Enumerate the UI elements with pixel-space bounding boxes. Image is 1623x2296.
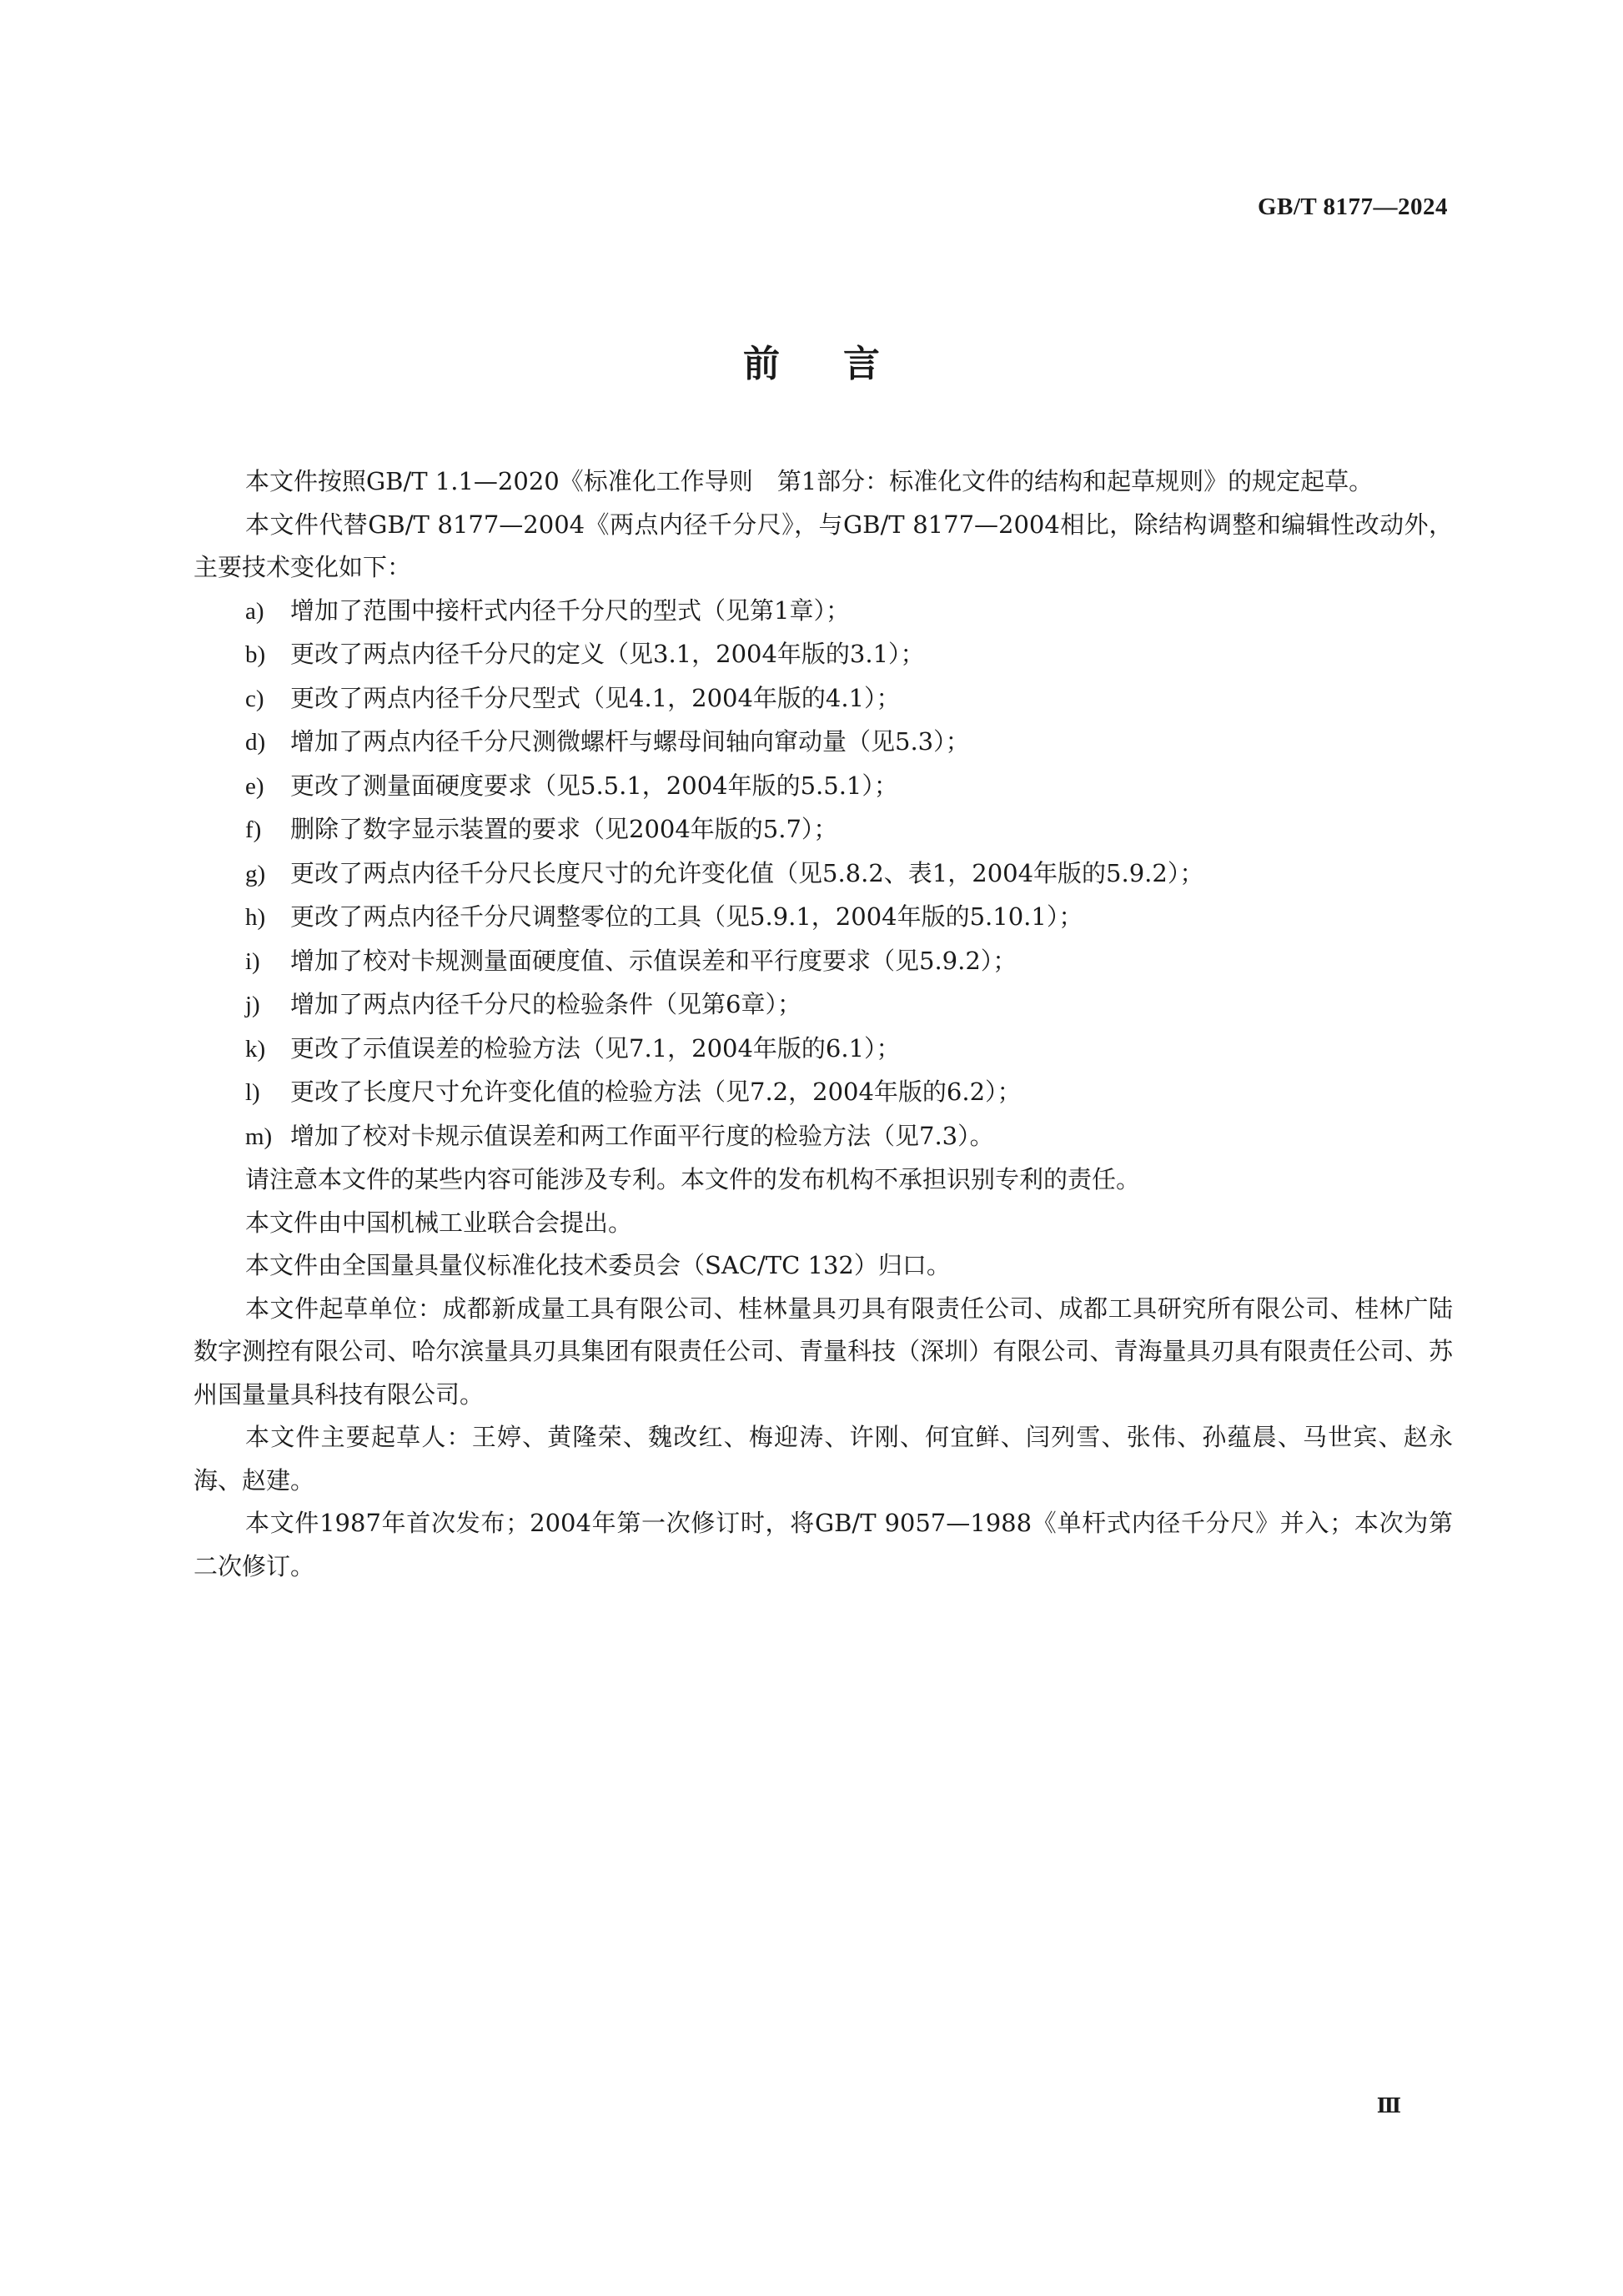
list-item (193, 983, 1453, 1027)
list-marker: c) (245, 685, 264, 712)
document-body (193, 460, 1453, 1588)
list-item-text: 增加了校对卡规示值误差和两工作面平行度的检验方法（见7.3）。 (290, 1121, 994, 1150)
list-item-text: 更改了示值误差的检验方法（见7.1，2004年版的6.1）； (290, 1033, 901, 1063)
intro-paragraph: 本文件代替GB/T 8177—2004《两点内径千分尺》，与GB/T 8177—2004相比，除结构调整和编辑性改动外，主要技术变化如下： (193, 510, 1453, 581)
list-item (193, 896, 1453, 940)
list-item-text: 更改了两点内径千分尺长度尺寸的允许变化值（见5.8.2、表1，2004年版的5.9.2）； (290, 858, 1204, 887)
page-number: Ⅲ (1376, 2096, 1401, 2118)
list-item (193, 590, 1453, 634)
list-marker: h) (245, 904, 266, 931)
list-item-text: 更改了两点内径千分尺调整零位的工具（见5.9.1，2004年版的5.10.1）； (290, 902, 1083, 931)
list-item (193, 765, 1453, 809)
committee-statement: 本文件由全国量具量仪标准化技术委员会（SAC/TC 132）归口。 (245, 1251, 951, 1279)
list-marker: i) (245, 947, 260, 975)
list-item (193, 721, 1453, 765)
list-marker: l) (245, 1079, 260, 1106)
list-marker: m) (245, 1123, 273, 1150)
list-marker: e) (245, 772, 264, 800)
proposer-statement: 本文件由中国机械工业联合会提出。 (245, 1208, 633, 1237)
list-item (193, 808, 1453, 852)
list-item (193, 1071, 1453, 1115)
list-marker: j) (245, 992, 260, 1018)
list-item-text: 增加了校对卡规测量面硬度值、示值误差和平行度要求（见5.9.2）； (290, 946, 1018, 975)
list-marker: a) (245, 597, 264, 625)
page-title: 前言 (743, 343, 943, 385)
list-item (193, 852, 1453, 897)
publication-history: 本文件1987年首次发布；2004年第一次修订时，将GB/T 9057—1988《单杆式内径千分尺》并入；本次为第二次修订。 (193, 1509, 1453, 1580)
intro-paragraph: 本文件按照GB/T 1.1—2020《标准化工作导则 第1部分：标准化文件的结构和起草规则》的规定起草。 (245, 467, 1374, 495)
list-item (193, 940, 1453, 984)
document-code: GB/T 8177—2024 (1257, 193, 1448, 220)
list-marker: k) (245, 1035, 266, 1063)
list-item-text: 更改了长度尺寸允许变化值的检验方法（见7.2，2004年版的6.2）； (290, 1078, 1022, 1106)
list-item (193, 1115, 1453, 1159)
drafting-units: 本文件起草单位：成都新成量工具有限公司、桂林量具刃具有限责任公司、成都工具研究所有限公司、桂林广陆数字测控有限公司、哈尔滨量具刃具集团有限责任公司、青量科技（深圳）有限公司、青海量具刃具有限责任公司、苏州国量量具科技有限公司。 (193, 1294, 1453, 1409)
list-marker: d) (245, 729, 266, 756)
list-item-text: 增加了范围中接杆式内径千分尺的型式（见第1章）； (290, 595, 850, 625)
list-item-text: 更改了测量面硬度要求（见5.5.1，2004年版的5.5.1）； (290, 771, 898, 800)
list-item-text: 更改了两点内径千分尺的定义（见3.1，2004年版的3.1）； (290, 640, 925, 668)
technical-changes-list (193, 590, 1453, 1159)
list-marker: g) (245, 860, 266, 887)
list-item-text: 增加了两点内径千分尺测微螺杆与螺母间轴向窜动量（见5.3）； (290, 727, 970, 756)
patent-notice: 请注意本文件的某些内容可能涉及专利。本文件的发布机构不承担识别专利的责任。 (245, 1165, 1141, 1193)
list-item-text: 删除了数字显示装置的要求（见2004年版的5.7）； (290, 815, 838, 843)
list-item-text: 更改了两点内径千分尺型式（见4.1，2004年版的4.1）； (290, 683, 901, 712)
drafters: 本文件主要起草人：王婷、黄隆荣、魏改红、梅迎涛、许刚、何宜鲜、闫列雪、张伟、孙蕴晨、马世宾、赵永海、赵建。 (193, 1423, 1453, 1495)
list-item-text: 增加了两点内径千分尺的检验条件（见第6章）； (290, 990, 801, 1018)
list-marker: b) (245, 641, 266, 668)
list-item (193, 633, 1453, 677)
list-marker: f) (245, 816, 262, 843)
list-item (193, 677, 1453, 721)
list-item (193, 1027, 1453, 1072)
